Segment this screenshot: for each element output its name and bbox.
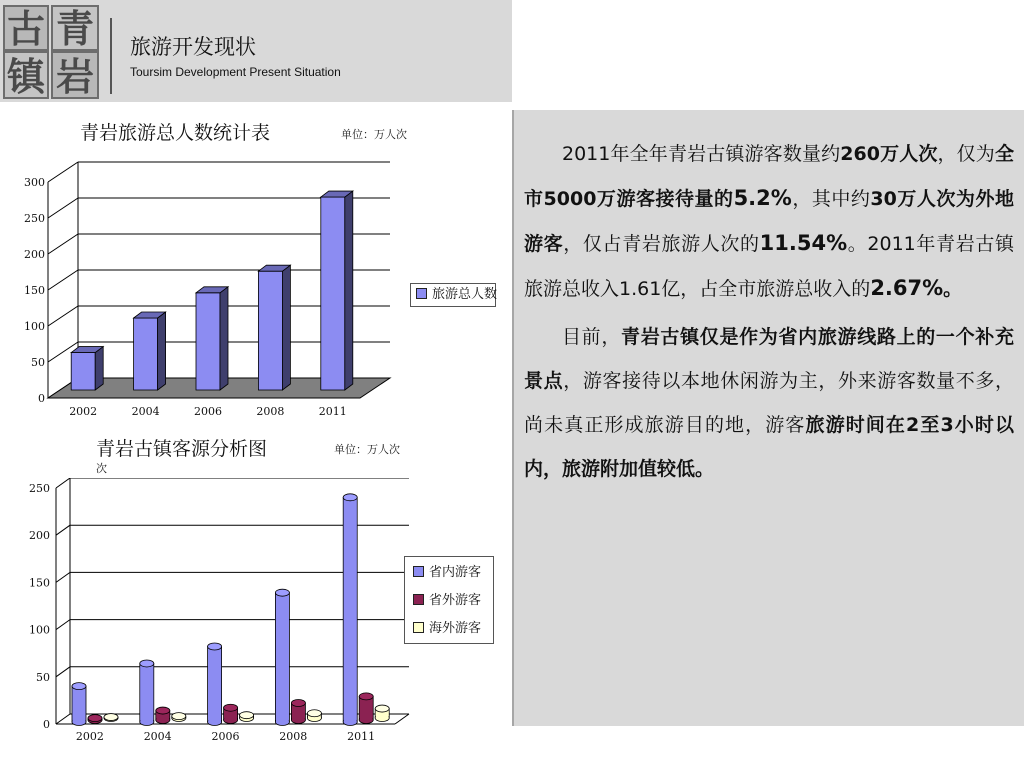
gridline-side bbox=[48, 198, 78, 218]
gridline-side bbox=[56, 478, 70, 488]
legend-label-total: 旅游总人数 bbox=[432, 287, 498, 302]
cylinder-top bbox=[291, 700, 305, 707]
y-tick-label: 150 bbox=[29, 576, 50, 590]
y-tick-label: 250 bbox=[24, 212, 45, 225]
x-tick-label: 2006 bbox=[194, 405, 222, 418]
logo-char-3: 镇 bbox=[6, 54, 46, 99]
gridline-side bbox=[56, 620, 70, 630]
page-subtitle: Toursim Development Present Situation bbox=[130, 65, 341, 79]
x-tick-label: 2008 bbox=[279, 730, 308, 743]
legend-swatch-overseas bbox=[413, 622, 424, 633]
y-tick-label: 200 bbox=[29, 529, 50, 543]
gridline-side bbox=[56, 714, 70, 724]
gridline-side bbox=[48, 162, 78, 182]
x-tick-label: 2006 bbox=[211, 730, 240, 743]
bar-side bbox=[282, 265, 290, 390]
cylinder-fill bbox=[276, 593, 289, 722]
chart1-legend bbox=[410, 283, 496, 307]
bar-side bbox=[158, 312, 166, 390]
y-tick-label: 250 bbox=[29, 482, 50, 495]
y-tick-label: 100 bbox=[29, 623, 50, 637]
cylinder-top bbox=[140, 660, 154, 667]
x-tick-label: 2004 bbox=[131, 405, 160, 418]
x-tick-label: 2011 bbox=[318, 405, 347, 418]
cylinder-fill bbox=[73, 686, 86, 722]
y-tick-label: 150 bbox=[24, 284, 45, 297]
p2-highlight-role: 青岩古镇仅是作为省内旅游线路上的一个补充景点 bbox=[524, 326, 1014, 392]
chart2-title: 青岩古镇客源分析图 bbox=[96, 438, 268, 460]
x-tick-label: 2008 bbox=[256, 405, 285, 418]
logo-char-4: 岩 bbox=[55, 54, 95, 99]
cylinder-top bbox=[343, 494, 357, 501]
bar-side bbox=[220, 287, 228, 390]
cylinder-top bbox=[375, 705, 389, 712]
x-tick-label: 2004 bbox=[143, 730, 172, 743]
chart1-plot bbox=[0, 118, 400, 430]
gridline-side bbox=[48, 270, 78, 290]
gridline-side bbox=[48, 306, 78, 326]
p1-text-a: 2011年全年青岩古镇游客数量约 bbox=[562, 143, 841, 165]
legend-swatch-total bbox=[416, 288, 427, 299]
bar-front bbox=[134, 318, 158, 390]
p1-highlight-income: 2.67% bbox=[870, 276, 944, 300]
chart1-title: 青岩旅游总人数统计表 bbox=[80, 122, 271, 144]
cylinder-top bbox=[172, 713, 186, 720]
p1-text-k: 。2011年青岩古镇旅游总收入1.61亿，占全市旅游总收入的 bbox=[524, 233, 1014, 300]
legend-item-province bbox=[413, 565, 481, 581]
gridline-side bbox=[56, 572, 70, 582]
chart2-unit-overflow: 次 bbox=[96, 462, 107, 475]
cylinder-fill bbox=[344, 497, 357, 722]
legend-swatch-province bbox=[413, 566, 424, 577]
gridline-side bbox=[48, 234, 78, 254]
y-tick-label: 100 bbox=[24, 320, 45, 333]
bar-front bbox=[71, 353, 95, 390]
cylinder-fill bbox=[140, 663, 153, 722]
floor-edge bbox=[395, 714, 409, 724]
p1-text-m: 。 bbox=[943, 278, 963, 300]
logo-char-2: 青 bbox=[55, 6, 95, 51]
header-divider bbox=[110, 18, 112, 94]
legend-item-total bbox=[416, 287, 497, 303]
p1-highlight-ratio: 11.54% bbox=[759, 231, 848, 255]
p2-text-c: ，游客接待以本地休闲游为主，外来游客数量不多，尚未真正形成旅游目的地，游客 bbox=[524, 370, 1014, 436]
bar-side bbox=[95, 347, 103, 390]
p2-text-a: 目前， bbox=[562, 326, 622, 348]
page-title: 旅游开发现状 bbox=[130, 35, 256, 59]
x-tick-label: 2011 bbox=[347, 730, 376, 743]
cylinder-top bbox=[224, 704, 238, 711]
p1-text-i: ，仅占青岩旅游人次的 bbox=[563, 233, 760, 255]
logo-char-1: 古 bbox=[6, 6, 46, 51]
gridline-side bbox=[56, 667, 70, 677]
legend-swatch-outside bbox=[413, 594, 424, 605]
cylinder-top bbox=[359, 693, 373, 700]
p1-text-d: 全市 bbox=[524, 143, 1014, 210]
p1-highlight-outside: 30万人次为外地游客 bbox=[524, 188, 1014, 255]
bar-front bbox=[196, 293, 220, 390]
summary-paragraph-2 bbox=[524, 315, 1014, 491]
y-tick-label: 200 bbox=[24, 248, 45, 261]
legend-label-outside: 省外游客 bbox=[429, 593, 482, 608]
y-tick-label: 50 bbox=[31, 356, 45, 369]
summary-panel bbox=[512, 110, 1024, 726]
x-tick-label: 2002 bbox=[75, 730, 104, 743]
logo bbox=[0, 0, 104, 102]
p1-text-e: 5000万游客接待量的 bbox=[543, 188, 734, 210]
cylinder-top bbox=[208, 643, 222, 650]
legend-item-outside bbox=[413, 593, 481, 609]
cylinder-top bbox=[240, 712, 254, 719]
bar-side bbox=[345, 191, 353, 390]
x-tick-label: 2002 bbox=[69, 405, 98, 418]
p2-highlight-duration: 旅游时间在2至3小时以内，旅游附加值较低。 bbox=[524, 414, 1014, 480]
y-tick-label: 50 bbox=[36, 670, 50, 684]
legend-label-province: 省内游客 bbox=[429, 565, 482, 580]
p1-highlight-visitors: 260万人次 bbox=[840, 143, 938, 165]
chart2-unit: 单位：万人次 bbox=[334, 443, 400, 456]
cylinder-fill bbox=[208, 646, 221, 722]
bar-front bbox=[321, 197, 345, 390]
y-tick-label: 0 bbox=[38, 392, 45, 405]
legend-label-overseas: 海外游客 bbox=[429, 621, 482, 636]
bar-front bbox=[258, 271, 282, 390]
p1-text-g: ，其中约 bbox=[791, 188, 871, 210]
chart2-legend bbox=[404, 556, 494, 644]
cylinder-top bbox=[88, 715, 102, 722]
y-tick-label: 300 bbox=[24, 176, 45, 189]
cylinder-top bbox=[307, 710, 321, 717]
cylinder-top bbox=[72, 683, 86, 690]
cylinder-top bbox=[275, 589, 289, 596]
y-tick-label: 0 bbox=[43, 718, 50, 731]
cylinder-top bbox=[156, 707, 170, 714]
legend-item-overseas bbox=[413, 621, 481, 637]
summary-paragraph-1 bbox=[524, 132, 1014, 311]
chart2-plot bbox=[0, 478, 420, 768]
p1-highlight-share: 5.2% bbox=[733, 186, 792, 210]
cylinder-top bbox=[104, 714, 118, 721]
header-band bbox=[0, 0, 512, 102]
gridline-side bbox=[56, 525, 70, 535]
p1-text-c: ，仅为 bbox=[937, 143, 995, 165]
chart1-unit: 单位：万人次 bbox=[341, 128, 407, 141]
